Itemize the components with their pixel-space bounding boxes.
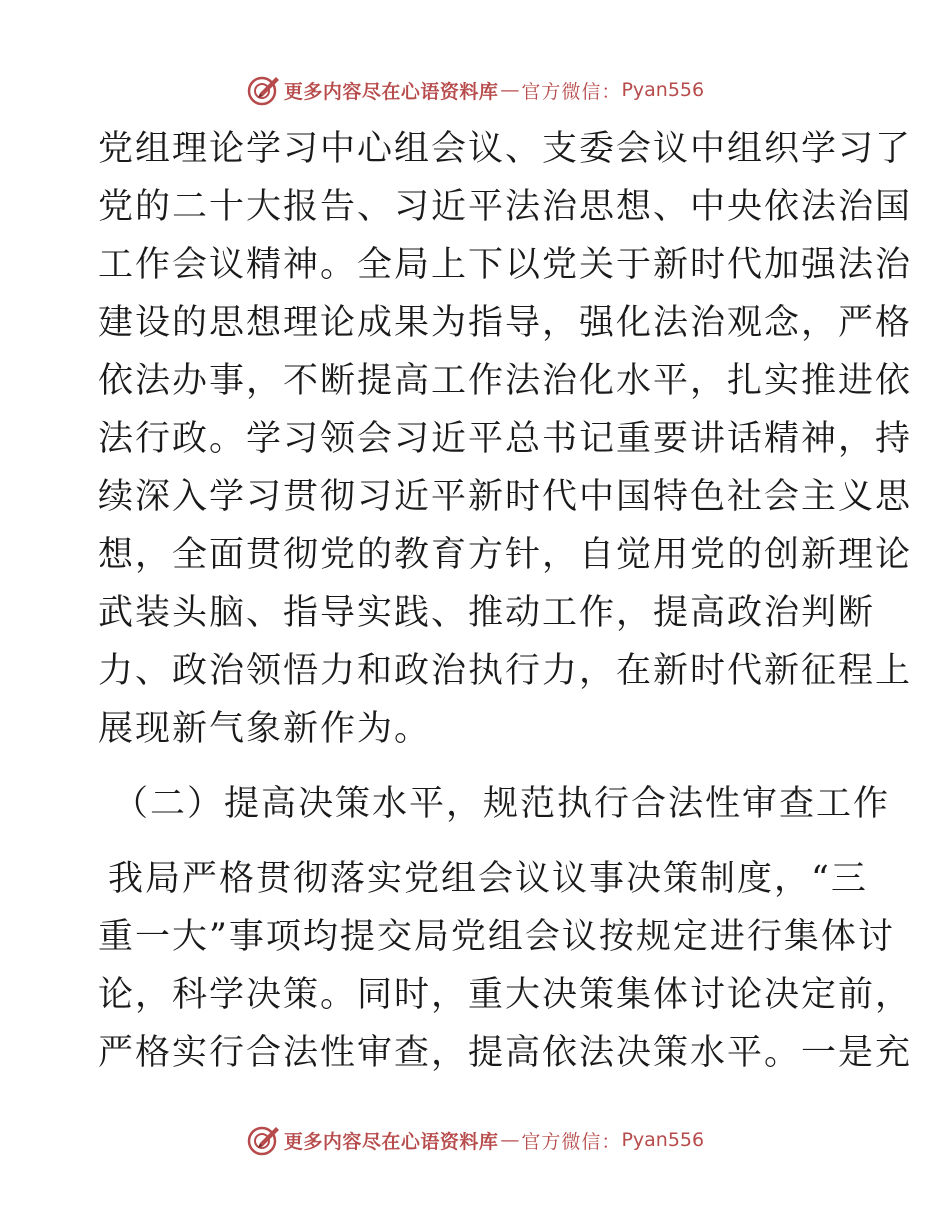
header-banner (0, 70, 950, 110)
pen-logo-icon (246, 1122, 282, 1158)
section-heading: （二）提高决策水平，规范执行合法性审查工作 (113, 784, 891, 824)
banner-dash: — (500, 1129, 520, 1151)
footer-banner (0, 1120, 950, 1160)
banner-dash: — (500, 79, 520, 101)
body-line: 党的二十大报告、习近平法治思想、中央依法治国 (98, 187, 913, 227)
banner-wechat-id: Pyan556 (621, 1129, 705, 1151)
body-line: 武装头脑、指导实践、推动工作，提高政治判断 (98, 593, 876, 633)
banner-wechat-label: 官方微信： (521, 1130, 622, 1153)
body-line: 法行政。学习领会习近平总书记重要讲话精神，持 (98, 419, 913, 459)
pen-logo-icon (246, 72, 282, 108)
body-line: 重一大”事项均提交局党组会议按规定进行集体讨 (98, 917, 895, 957)
body-line: 我局严格贯彻落实党组会议议事决策制度，“三 (108, 859, 868, 899)
body-line: 依法办事，不断提高工作法治化水平，扎实推进依 (98, 361, 913, 401)
body-line: 严格实行合法性审查，提高依法决策水平。一是充 (98, 1033, 913, 1073)
body-line: 工作会议精神。全局上下以党关于新时代加强法治 (98, 245, 913, 285)
body-line: 力、政治领悟力和政治执行力，在新时代新征程上 (98, 651, 913, 691)
body-line: 论，科学决策。同时，重大决策集体讨论决定前， (98, 975, 913, 1015)
body-line: 续深入学习贯彻习近平新时代中国特色社会主义思 (98, 477, 913, 517)
body-line: 想，全面贯彻党的教育方针，自觉用党的创新理论 (98, 535, 913, 575)
banner-wechat-label: 官方微信： (521, 80, 622, 103)
banner-main-text: 更多内容尽在心语资料库 (283, 1130, 499, 1153)
body-line: 党组理论学习中心组会议、支委会议中组织学习了 (98, 129, 913, 169)
body-line: 建设的思想理论成果为指导，强化法治观念，严格 (98, 303, 913, 343)
banner-main-text: 更多内容尽在心语资料库 (283, 80, 499, 103)
body-line: 展现新气象新作为。 (98, 709, 432, 749)
banner-wechat-id: Pyan556 (621, 79, 705, 101)
